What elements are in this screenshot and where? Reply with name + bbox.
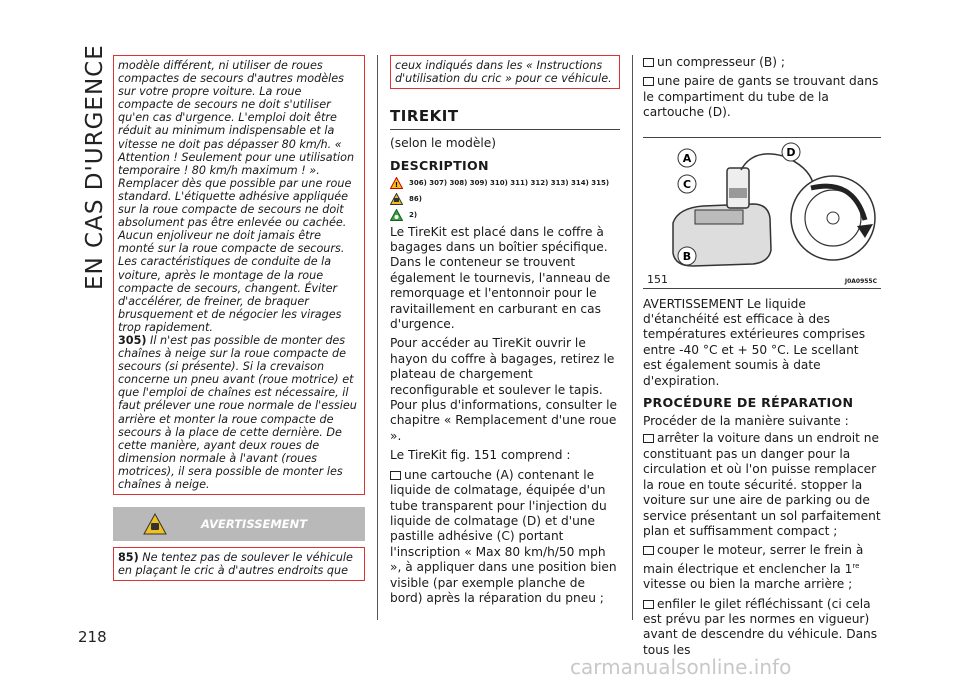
- column-2: [390, 55, 620, 610]
- watermark: carmanualsonline.info: [570, 655, 792, 679]
- bullet-icon: [643, 546, 654, 555]
- paragraph: Procéder de la manière suivante :: [643, 414, 849, 429]
- tirekit-figure: [643, 137, 881, 289]
- list-item: [643, 543, 881, 592]
- note-number: 85): [118, 551, 139, 565]
- list-item-text: un compresseur (B) ;: [657, 55, 785, 69]
- list-item-text: arrêter la voiture dans un endroit ne constituant pas un danger pour la circulation et où l'on puisse remplacer la roue en toute sécurité. stopper la voiture sur une aire de parking ou de service présentant un sol parfaitement plan et suffisamment compact ;: [643, 431, 881, 538]
- column-1: [113, 55, 365, 581]
- column-divider: [377, 55, 378, 620]
- list-item-text: couper le moteur, serrer le frein à main électrique et enclencher la 1: [643, 543, 864, 576]
- bullet-icon: [643, 58, 654, 67]
- superscript: re: [852, 561, 860, 570]
- bullet-icon: [643, 77, 654, 86]
- body-text: [390, 225, 620, 607]
- paragraph: Le TireKit est placé dans le coffre à bagages dans un boîtier spécifique. Dans le conteneur se trouvent également le tournevis, l'anneau de remorquage et l'entonnoir pour le ravitaillement en carburant en cas d'urgence.: [390, 224, 611, 332]
- continued-text: ceux indiqués dans les « Instructions d'utilisation du cric » pour ce véhicule.: [395, 59, 612, 86]
- fig-label-d: D: [786, 145, 796, 159]
- list-item: [390, 468, 620, 607]
- paragraph: AVERTISSEMENT Le liquide d'étanchéité est efficace à des températures extérieures comprises entre -40 °C et + 50 °C. Le scellant est également soumis à date d'expiration.: [643, 296, 866, 388]
- subheading: PROCÉDURE DE RÉPARATION: [643, 395, 854, 411]
- tirekit-illustration: [643, 138, 881, 288]
- continued-box: [390, 55, 620, 89]
- hand-warning-icon: [143, 513, 167, 539]
- subheading: DESCRIPTION: [390, 157, 489, 173]
- list-item: [643, 431, 881, 539]
- hand-warning-icon: [390, 193, 403, 205]
- svg-text:!: !: [394, 180, 399, 189]
- list-item-text: une paire de gants se trouvant dans le compartiment du tube de la cartouche (D).: [643, 74, 879, 120]
- warning-triangle-icon: [390, 177, 403, 189]
- avertissement-refs: [390, 193, 620, 205]
- warning-text: modèle différent, ni utiliser de roues compactes de secours d'autres modèles sur votre propre voiture. La roue compacte de secours ne doit s'utiliser qu'en cas d'urgence. L'emploi doit être réduit au minimum indispensable et la vitesse ne doit pas dépasser 80 km/h. « Attention ! Seulement pour une utilisation temporaire ! 80 km/h maximum ! ». Remplacer dès que possible par une roue standard. L'étiquette adhésive appliquée sur la roue compacte de secours ne doit absolument pas être enlevée ou cachée. Aucun enjoliveur ne doit jamais être monté sur la roue compacte de secours. Les caractéristiques de conduite de la voiture, après le montage de la roue compacte de secours, changent. Éviter d'accélérer, de freiner, de braquer brusquement et de négocier les virages trop rapidement.: [118, 59, 355, 334]
- environment-ref-list: 2): [409, 210, 418, 219]
- list-item: [643, 55, 881, 70]
- warning-ref-list: 306) 307) 308) 309) 310) 311) 312) 313) 314) 315): [409, 178, 610, 187]
- avertissement-ref-list: 86): [409, 194, 422, 203]
- figure-number: 151: [647, 272, 668, 286]
- column-divider: [632, 55, 633, 620]
- note-text: Ne tentez pas de soulever le véhicule en plaçant le cric à d'autres endroits que: [118, 551, 353, 578]
- list-item: [643, 597, 881, 659]
- section-heading: TIREKIT: [390, 107, 459, 126]
- body-text: [643, 297, 881, 389]
- list-item-text: vitesse ou bien la marche arrière ;: [643, 577, 853, 592]
- note-number: 305): [118, 333, 147, 347]
- paragraph: Pour accéder au TireKit ouvrir le hayon du coffre à bagages, retirez le plateau de chargement reconfigurable et soulever le tapis. Pour plus d'informations, consulter le chapitre « Remplacement d'une roue ».: [390, 336, 617, 443]
- fig-label-a: A: [682, 151, 692, 165]
- bullet-icon: [643, 600, 654, 609]
- fig-label-c: C: [682, 177, 692, 191]
- section-title: EN CAS D'URGENCE: [82, 44, 108, 290]
- warning-refs: [390, 177, 620, 189]
- heading-rule: [390, 129, 620, 130]
- avertissement-box: [113, 547, 365, 581]
- fig-label-b: B: [682, 249, 692, 263]
- environment-refs: [390, 209, 620, 221]
- warning-box: [113, 55, 365, 495]
- avertissement-title: AVERTISSEMENT: [201, 517, 308, 532]
- list-item: [643, 74, 881, 120]
- page-number: 218: [78, 628, 107, 646]
- figure-code: J0A0955C: [844, 277, 877, 285]
- avertissement-header: [113, 507, 365, 541]
- body-text: [643, 55, 881, 121]
- list-item-text: enfiler le gilet réfléchissant (ci cela est prévu par les normes en vigueur) avant de descendre du véhicule. Dans tous les: [643, 596, 878, 657]
- note-text: Il n'est pas possible de monter des chaînes à neige sur la roue compacte de secours (si présente). Si la crevaison concerne un pneu avant (roue motrice) et que l'emploi de chaînes est nécessaire, il faut prélever une roue normale de l'essieu arrière et monter la roue compacte de secours à la place de cette dernière. De cette manière, ayant deux roues de dimension normale à l'avant (roues motrices), il sera possible de monter les chaînes à neige.: [118, 333, 357, 491]
- column-3: [643, 55, 881, 662]
- bullet-icon: [643, 434, 654, 443]
- subtitle: (selon le modèle): [390, 136, 497, 151]
- body-text: [643, 414, 881, 658]
- paragraph: Le TireKit fig. 151 comprend :: [390, 448, 571, 463]
- bullet-icon: [390, 471, 401, 480]
- environment-icon: [390, 209, 403, 221]
- list-item-text: une cartouche (A) contenant le liquide de colmatage, équipée d'un tube transparent pour l'injection du liquide de colmatage (D) et d'une pastille adhésive (C) portant l'inscription « Max 80 km/h/50 mph », à appliquer dans une position bien visible (par exemple planche de bord) après la réparation du pneu ;: [390, 467, 617, 605]
